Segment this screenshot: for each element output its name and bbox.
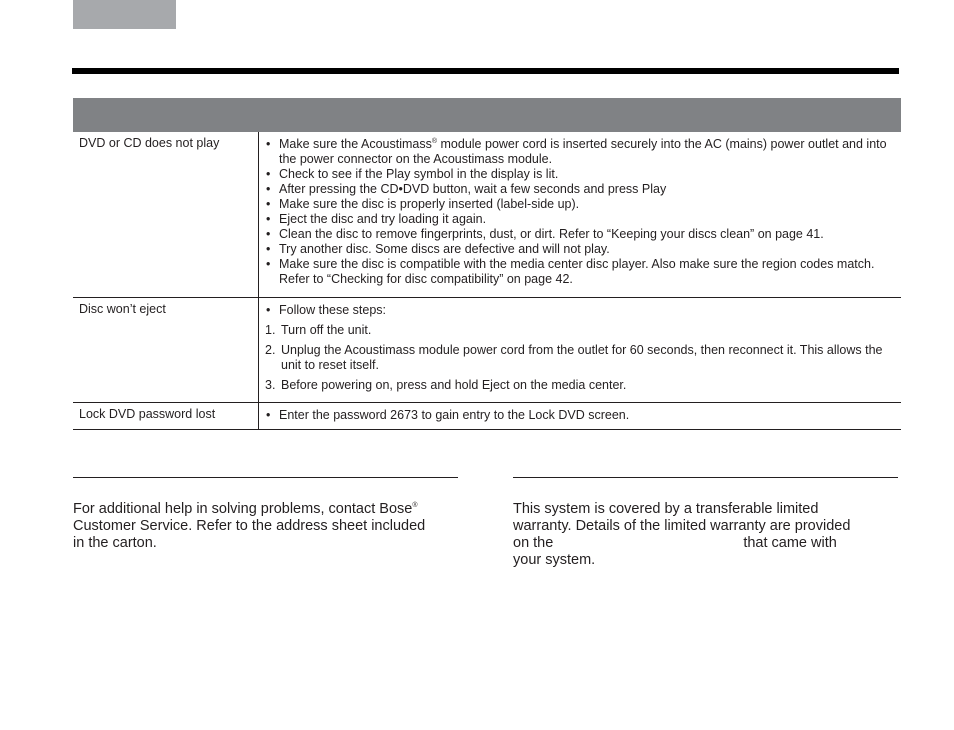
table-row [73,298,901,403]
list-item: • Make sure the disc is properly inserted (label-side up). [265,197,891,212]
problem-cell: DVD or CD does not play [73,132,259,297]
solution-list [265,303,891,318]
contact-paragraph: For additional help in solving problems, contact Bose® Customer Service. Refer to the address sheet included in the carton. [73,501,426,551]
problem-cell: Lock DVD password lost [73,403,259,429]
step-item: 1. Turn off the unit. [265,323,372,337]
list-item: • Make sure the Acoustimass® module power cord is inserted securely into the AC (mains) power outlet and into the power connector on the Acoustimass module. [265,137,891,167]
list-item: • Enter the password 2673 to gain entry to the Lock DVD screen. [265,408,891,423]
step-item: 2. Unplug the Acoustimass module power cord from the outlet for 60 seconds, then reconnect it. This allows the unit to reset itself. [265,343,883,372]
step-item: 3. Before powering on, press and hold Eject on the media center. [265,378,627,392]
steps-list [265,323,891,393]
solution-cell [259,132,901,297]
table-row [73,132,901,298]
header-tab [73,0,176,29]
solution-cell [259,298,901,402]
table-header [73,98,901,132]
solution-list [265,408,891,423]
list-item: • Follow these steps: [265,303,891,318]
warranty-paragraph: This system is covered by a transferable limited warranty. Details of the limited warranty are provided on the that came with your system. [513,501,851,568]
list-item: • Eject the disc and try loading it again. [265,212,891,227]
list-item: • Make sure the disc is compatible with the media center disc player. Also make sure the region codes match. Refer to “Checking for disc compatibility” on page 42. [265,257,891,287]
section-divider-left [73,477,458,478]
list-item: • Try another disc. Some discs are defective and will not play. [265,242,891,257]
list-item: • Clean the disc to remove fingerprints, dust, or dirt. Refer to “Keeping your discs clean” on page 41. [265,227,891,242]
table-row [73,403,901,430]
section-divider-right [513,477,898,478]
solution-list [265,137,891,287]
solution-cell [259,403,901,429]
header-rule [72,68,899,74]
list-item: • Check to see if the Play symbol in the display is lit. [265,167,891,182]
list-item: • After pressing the CD•DVD button, wait a few seconds and press Play [265,182,891,197]
problem-cell: Disc won’t eject [73,298,259,402]
troubleshooting-table [73,98,901,430]
